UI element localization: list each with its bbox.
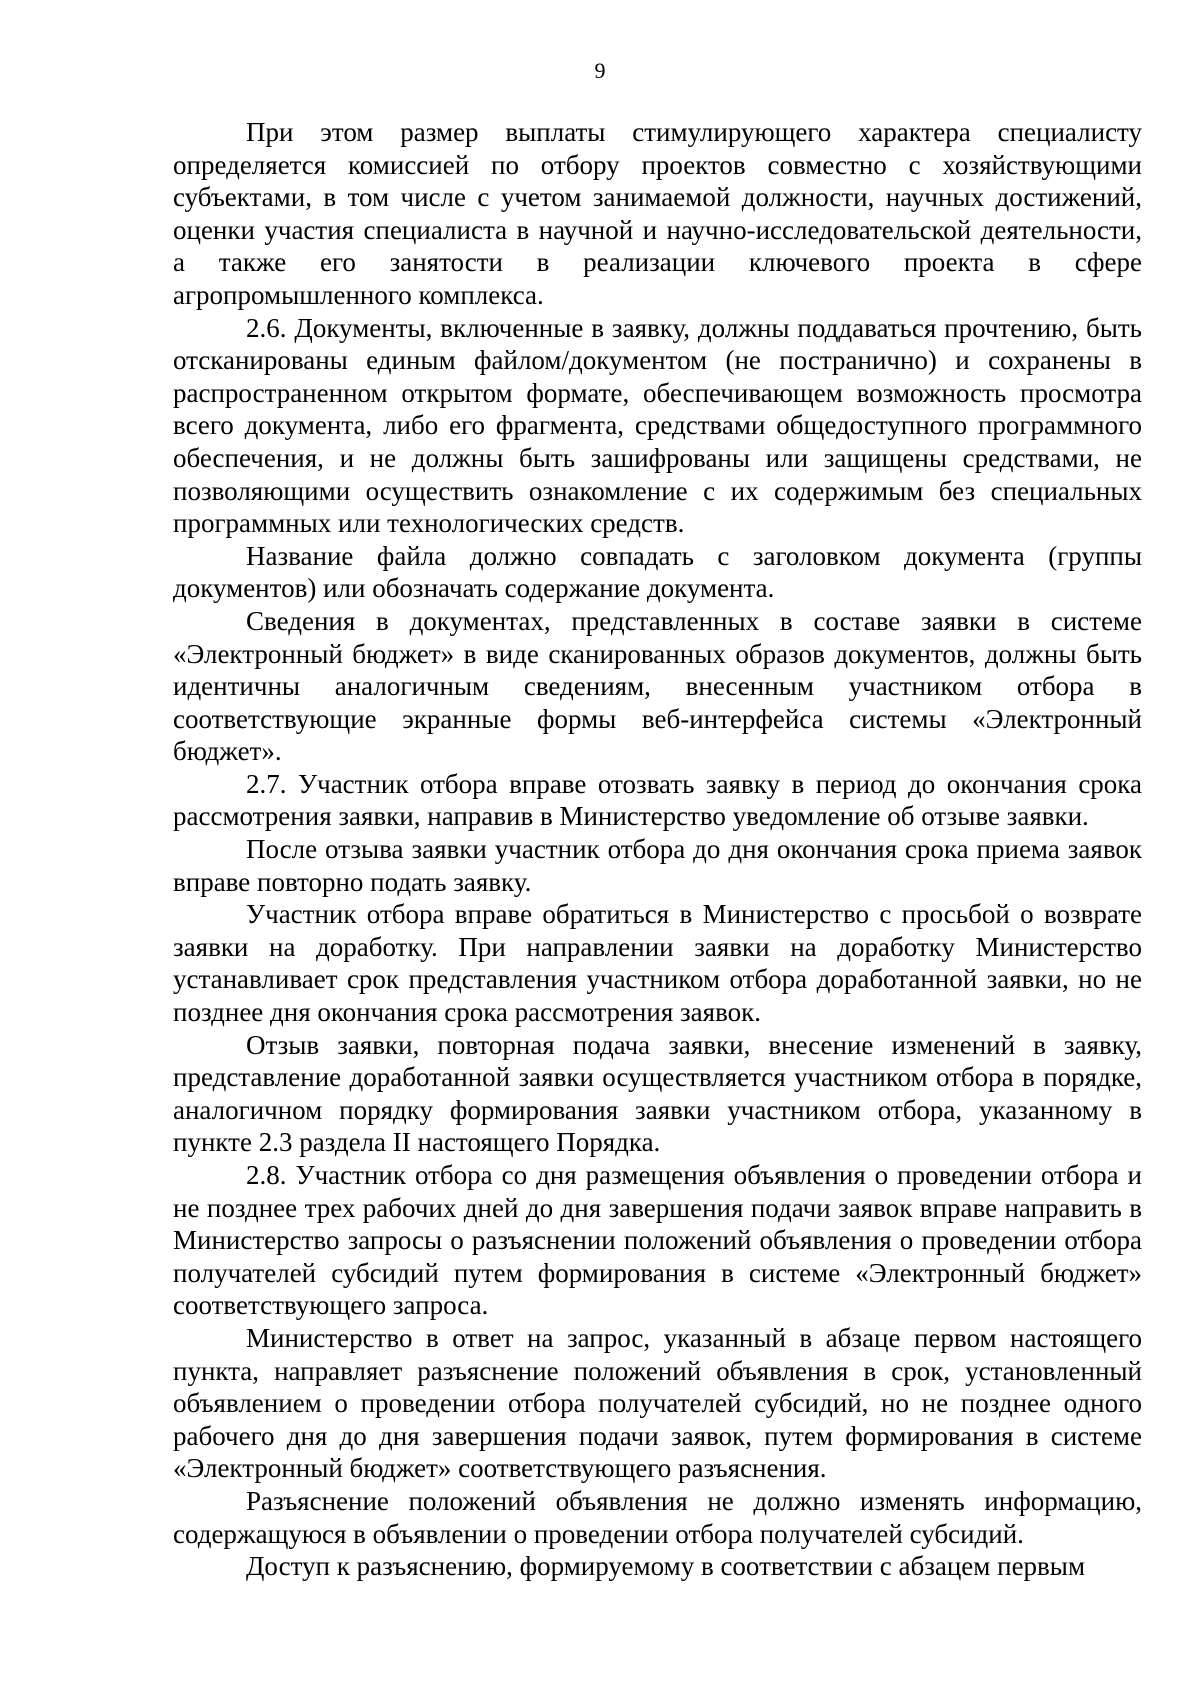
paragraph: Отзыв заявки, повторная подача заявки, внесение изменений в заявку, представление доработанной заявки осуществляется участником отбора в порядке, аналогичном порядку формирования заявки участником отбора, указанному в пункте 2.3 раздела II настоящего Порядка.	[173, 1029, 1142, 1158]
paragraph: 2.7. Участник отбора вправе отозвать заявку в период до окончания срока рассмотрения заявки, направив в Министерство уведомление об отзыве заявки.	[173, 768, 1142, 832]
paragraph: 2.6. Документы, включенные в заявку, должны поддаваться прочтению, быть отсканированы единым файлом/документом (не постранично) и сохранены в распространенном открытом формате, обеспечивающем возможность просмотра всего документа, либо его фрагмента, средствами общедоступного программного обеспечения, и не должны быть зашифрованы или защищены средствами, не позволяющими осуществить ознакомление с их содержимым без специальных программных или технологических средств.	[173, 312, 1142, 539]
paragraph-last: Доступ к разъяснению, формируемому в соответствии с абзацем первым	[246, 1551, 1086, 1582]
paragraph: После отзыва заявки участник отбора до дня окончания срока приема заявок вправе повторно подать заявку.	[173, 834, 1142, 897]
paragraph: Участник отбора вправе обратиться в Министерство с просьбой о возврате заявки на доработку. При направлении заявки на доработку Министерство устанавливает срок представления участником отбора доработанной заявки, но не позднее дня окончания срока рассмотрения заявок.	[173, 899, 1142, 1028]
paragraph: Разъяснение положений объявления не должно изменять информацию, содержащуюся в объявлении о проведении отбора получателей субсидий.	[173, 1485, 1142, 1549]
paragraph: Название файла должно совпадать с заголовком документа (группы документов) или обозначать содержание документа.	[173, 540, 1142, 604]
paragraph: 2.8. Участник отбора со дня размещения объявления о проведении отбора и не позднее трех рабочих дней до дня завершения подачи заявок вправе направить в Министерство запросы о разъяснении положений объявления о проведении отбора получателей субсидий путем формирования в системе «Электронный бюджет» соответствующего запроса.	[173, 1160, 1142, 1321]
paragraph: При этом размер выплаты стимулирующего характера специалисту определяется комиссией по отбору проектов совместно с хозяйствующими субъектами, в том числе с учетом занимаемой должности, научных достижений, оценки участия специалиста в научной и научно-исследовательской деятельности, а также его занятости в реализации ключевого проекта в сфере агропромышленного комплекса.	[173, 117, 1142, 310]
paragraph: Министерство в ответ на запрос, указанный в абзаце первом настоящего пункта, направляет разъяснение положений объявления в срок, установленный объявлением о проведении отбора получателей субсидий, но не позднее одного рабочего дня до дня завершения подачи заявок, путем формирования в системе «Электронный бюджет» соответствующего разъяснения.	[173, 1322, 1142, 1484]
document-body	[173, 116, 1142, 1583]
paragraph: Сведения в документах, представленных в составе заявки в системе «Электронный бюджет» в виде сканированных образов документов, должны быть идентичны аналогичным сведениям, внесенным участником отбора в соответствующие экранные формы веб-интерфейса системы «Электронный бюджет».	[173, 605, 1142, 767]
page-number: 9	[594, 58, 606, 83]
